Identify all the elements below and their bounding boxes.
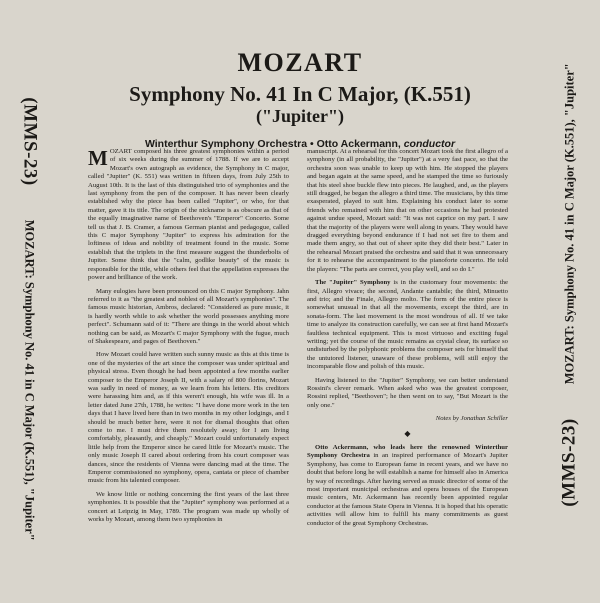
work-title: Symphony No. 41 In C Major, (K.551) <box>129 82 471 106</box>
catalog-number: (MMS-23) <box>559 417 581 507</box>
work-nickname: ("Jupiter") <box>256 106 344 126</box>
separator-dot: • <box>309 138 314 150</box>
diamond-divider-icon: ◆ <box>404 428 411 438</box>
spine-title: MOZART: Symphony No. 41 in C Major (K.551), "Jupiter" <box>562 62 577 384</box>
composer-name: MOZART <box>237 48 363 77</box>
paragraph: How Mozart could have written such sunny music as this at this time is one of the mysteries of the art since the composer was under spiritual and physical stress. Even though he had been appointed a few months earlier composer to the Emperor Joseph II, with a salary of 800 florins, Mozart was sadly in need of money, as we learn from his letters. His creditors were harassing him and, as if this weren't enough, his wife was ill. In a letter dated June 27th, 1788, he writes: "I have done more work in the ten days that I have lived here than in two months in my other lodgings, and I should be much better here, were it not for dismal thoughts that often come to me. I must drive them resolutely away; for I am living comfortably, pleasantly, and cheaply." Mozart could unfortunately expect little help from the Emperor since he cared little for Mozart's music. The only music Joseph II cared about ordering from his court composer was dances, since the residents of Vienna were dancing mad at the time. The Emperor commissioned no symphony, opera, cantata or piece of chamber music from his talented composer. <box>88 351 289 485</box>
section-subhead: The "Jupiter" Symphony <box>315 279 391 287</box>
catalog-number: (MMS-23) <box>20 96 42 186</box>
paragraph: MOZART composed his three greatest symphonies within a period of six weeks during the summer of 1788. If we are to accept Mozart's own autograph as evidence, the Symphony in C major, called "Jupiter" (K. 551) was written in fifteen days, from July 25th to August 10th. It is the last of this distinguished trio of symphonies and the last symphony from the pen of the composer. It has never been clearly established why the piece has been called "Jupiter", or who, for that matter, gave it its title. The origin of the nickname is as obscure as that of the equally imaginative name of Beethoven's "Emperor" Concerto. Some tell us that J. B. Cramer, a famous German pianist and pedagogue, called this C major Symphony "Jupiter" to express his admiration for the loftiness of ideas and nobility of treatment found in the music. Some establish that the triplets in the first measure suggest the thunderbolts of Jupiter. Some think that the "calm, godlike beauty" of the music is responsible for the title, while others feel that the appellation expresses the power and brilliance of the work. <box>88 146 289 282</box>
drop-cap: M <box>88 146 108 170</box>
paragraph: We know little or nothing concerning the first years of the last three symphonies. It is possible that the "Jupiter" symphony was performed at a concert at Leipzig in May, 1789. The program was made up wholly of works by Mozart, among them two symphonies in <box>88 490 289 524</box>
notes-column-left <box>88 148 289 533</box>
conductor-bio: Otto Ackermann, who leads here the renowned Winterthur Symphony Orchestra in an inspired performance of Mozart's Jupiter Symphony, has come to European fame in recent years, and we have no doubt that before long he will establish a name for himself also in America by way of recordings. After having served as music director of some of the most important municipal orchestras and opera houses of the European music centers, Mr. Ackermann has recently been appointed regular conductor at the famous State Opera in Vienna. It is hoped that his operatic activities will allow him to fulfill his many commitments as guest conductor of the great Symphony Orchestras. <box>307 444 509 527</box>
left-spine <box>0 0 60 603</box>
right-spine <box>540 0 600 603</box>
notes-column-right <box>307 148 508 533</box>
conductor-role: conductor <box>403 138 456 150</box>
paragraph: The "Jupiter" Symphony is in the customary four movements: the first, Allegro vivace; the second, Andante cantabile; the third, Minuetto and trio; and the Finale, Allegro molto. The form of the entire piece is somewhat unusual in that all the movements, except the third, are in sonata-form. The last movement is the most wondrous of all. If we take time to analyze its construction carefully, we can see at first hand Mozart's faultless technical equipment. This is most virtuoso and exciting fugal writing; yet the course of the music remains as crystal clear, its surface so undisturbed by the polyphonic problems the composer sets for himself that the untutored listener, unaware of these problems, will still enjoy the incomparable flow and polish of this music. <box>307 279 508 371</box>
paragraph: Having listened to the "Jupiter" Symphony, we can better understand Rossini's clever remark. When asked who was the greatest composer, Rossini replied, "Beethoven"; he then went on to say, "But Mozart is the only one." <box>307 376 508 409</box>
orchestra-name: Winterthur Symphony Orchestra <box>144 138 308 150</box>
paragraph: Many eulogies have been pronounced on this C major Symphony. Jahn referred to it as "the greatest and noblest of all Mozart's symphonies". The famous music historian, Ambros, declared: "Considered as pure music, it is hardly worth while to ask whether the world possesses anything more perfect". Schumann said of it: "There are things in the world about which nothing can be said, as Mozart's C major Symphony with the fugue, much of Shakespeare, and pages of Beethoven." <box>88 287 289 345</box>
liner-notes <box>88 148 508 533</box>
paragraph: manuscript. At a rehearsal for this concert Mozart took the first allegro of a symphony (in all probability, the "Jupiter") at a very fast pace, so that the orchestra soon was unable to keep up with him. He stopped the players and began again at the same speed, and he stamped the time so furiously that his steel shoe buckle flew into pieces. He laughed, and, as the players still dragged, he began the allegro a third time. The musicians, by this time exasperated, played to suit him. Explaining his conduct later to some friends who remained with him that on other occasions he had protested against undue speed, Mozart said: "It was not caprice on my part. I saw that the majority of the players were well along in years. They would have dragged everything beyond endurance if I had not set fire to them and made them angry, so that out of sheer spite they did their best." Later in the rehearsal Mozart praised the orchestra and said that it was unnecessary for it to rehearse the accompaniment to the pianoforte concerto. He told the players: "The parts are correct, you play well, and so do I." <box>307 148 508 273</box>
header <box>80 48 520 150</box>
spine-title: MOZART: Symphony No. 41 in C Major (K.551), "Jupiter" <box>23 219 38 541</box>
conductor-name: Otto Ackermann, <box>316 138 401 150</box>
notes-credit: Notes by Jonathan Schiller <box>435 415 508 423</box>
